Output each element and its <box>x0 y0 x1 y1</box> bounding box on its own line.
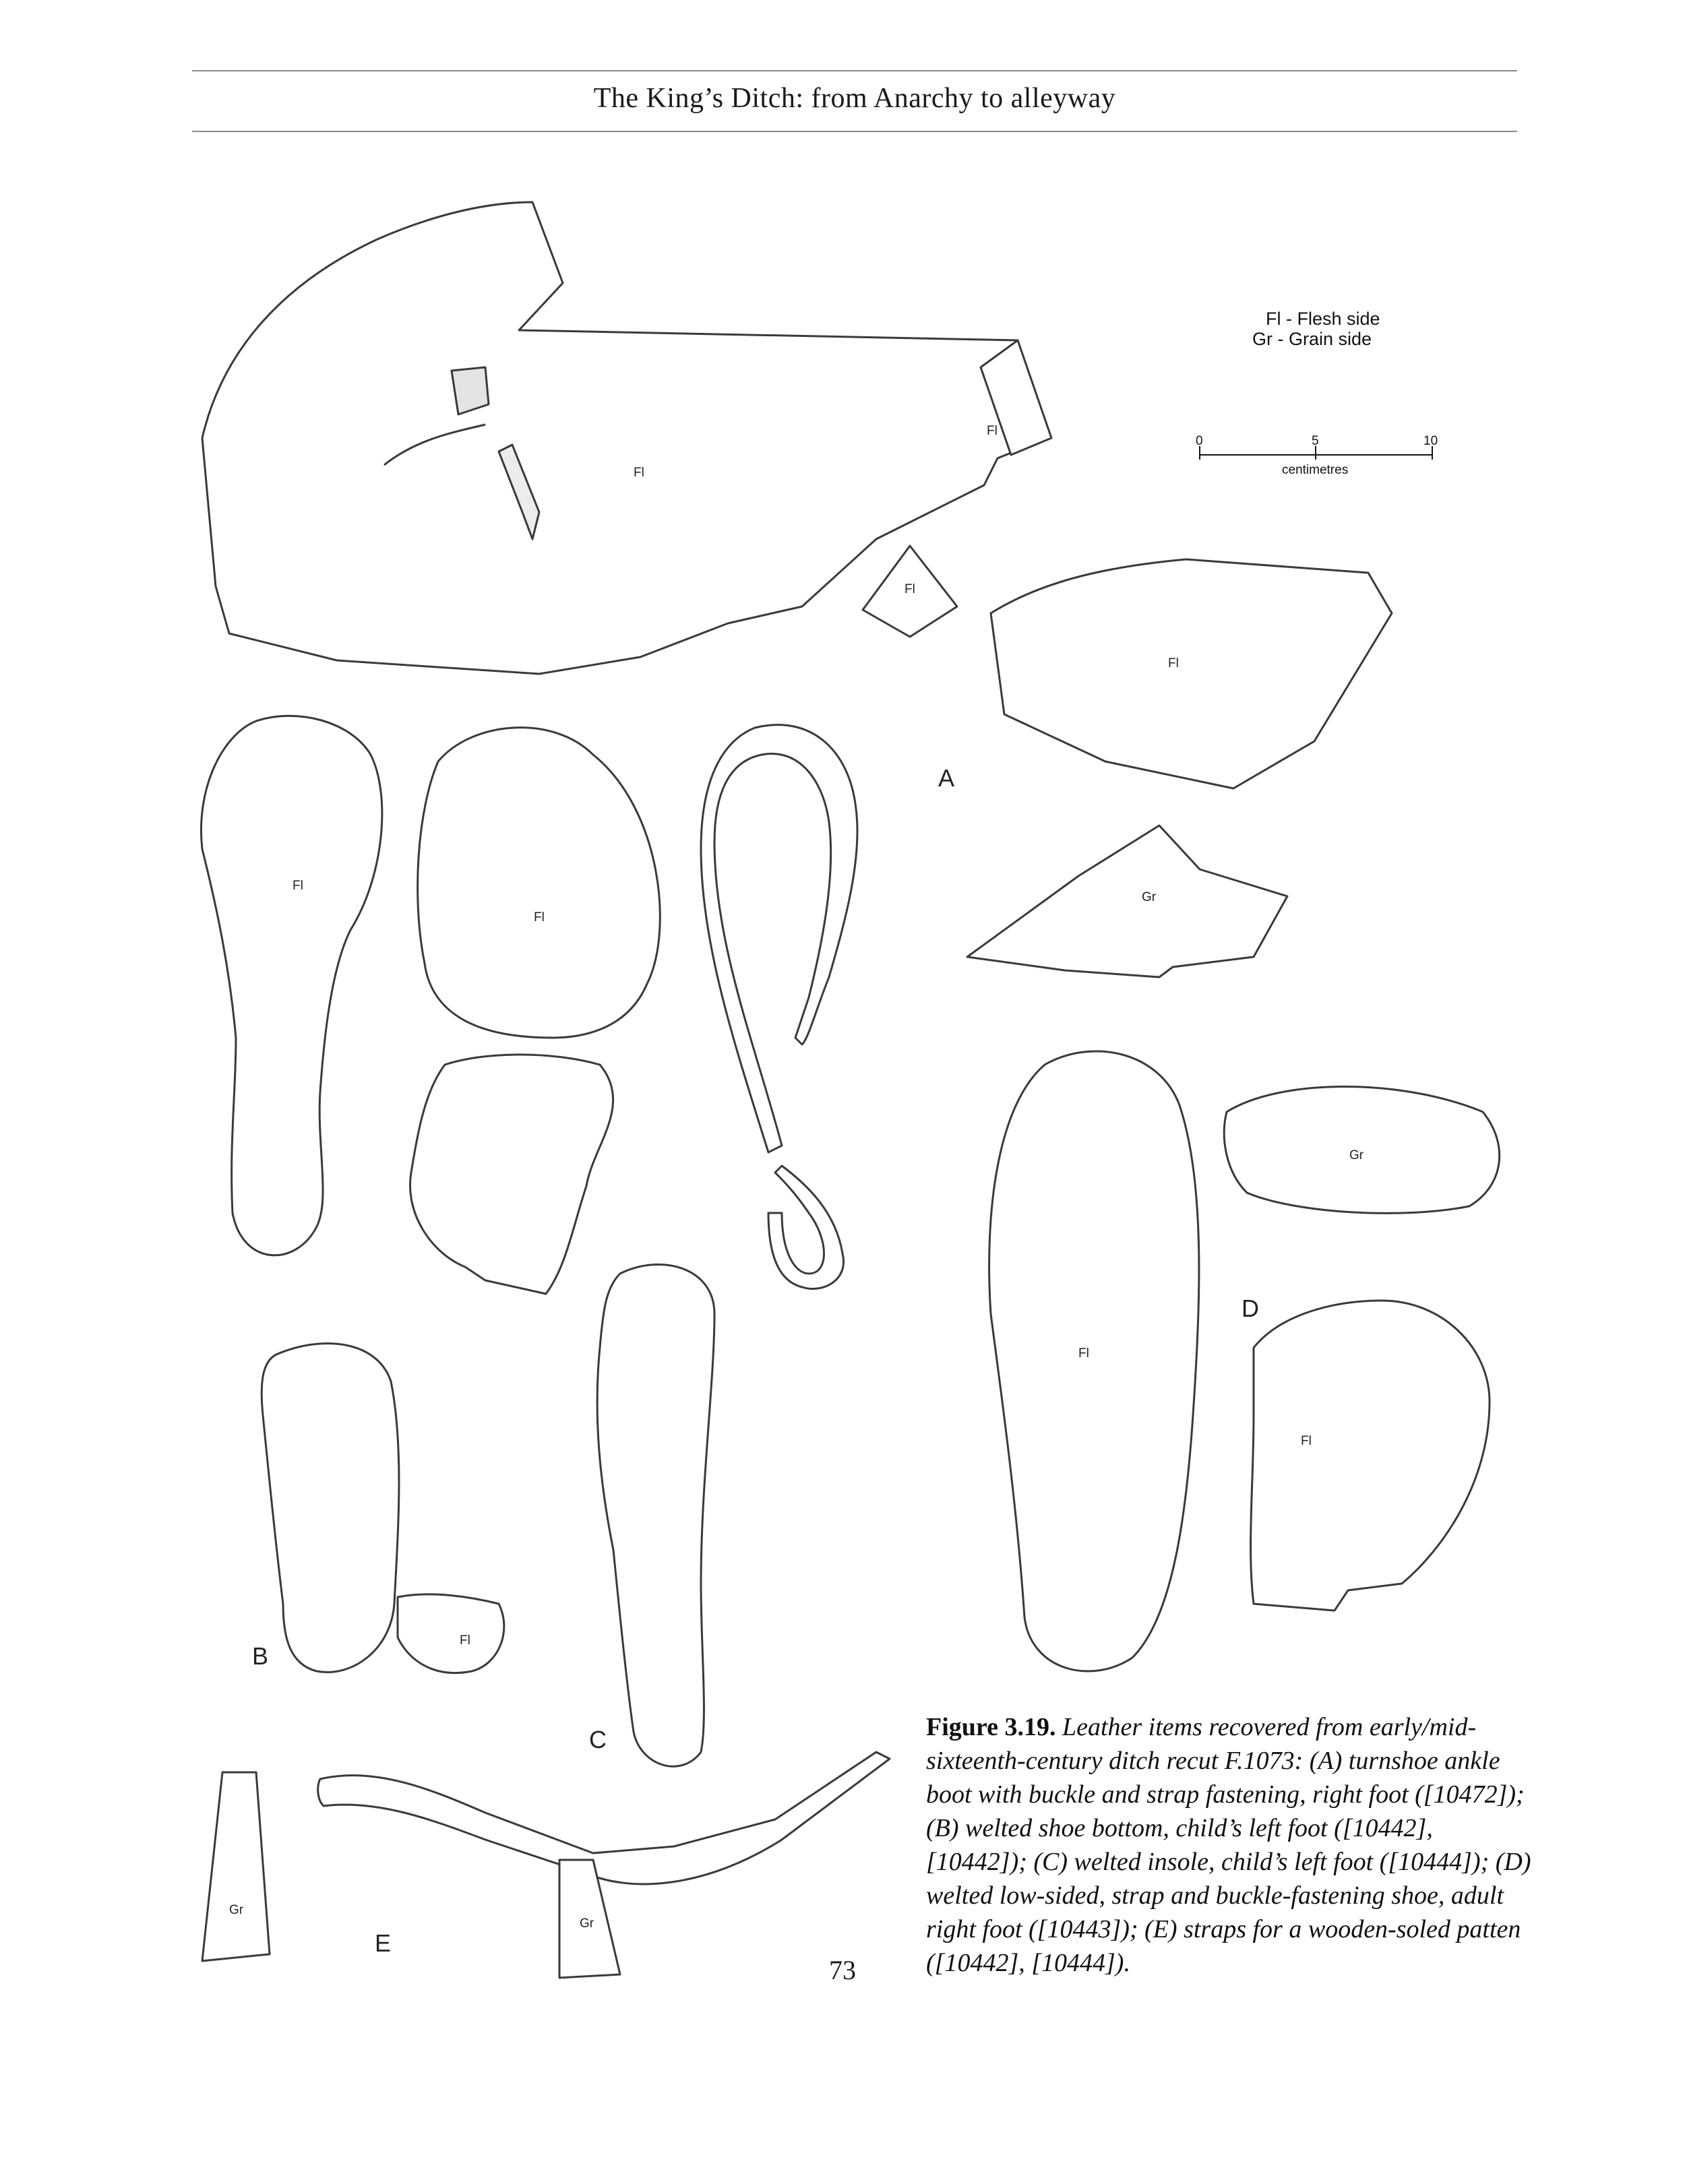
side-label-gr-a5: Gr <box>1142 890 1157 904</box>
patten-strap-e <box>318 1752 890 1884</box>
side-label-fl-a2: Fl <box>987 424 998 438</box>
side-label-fl-a3: Fl <box>905 582 915 596</box>
label-item-c: C <box>589 1726 607 1753</box>
shoe-sole-d <box>989 1051 1199 1671</box>
insole-fragment-b <box>398 1594 504 1673</box>
scale-unit: centimetres <box>1282 463 1349 477</box>
scale-tick-10: 10 <box>1423 434 1438 448</box>
scale-tick-5: 5 <box>1312 434 1319 448</box>
figure-caption-text: Leather items recovered from early/mid-sixteenth-century ditch recut F.1073: (A) turnshoe ankle boot with buckle and strap fastening, right foot ([10472]); (B) welted shoe bottom, child’s left foot ([10442], [10442]); (C) welted insole, child’s left foot ([10444]); (D) welted low-sided, strap and buckle-fastening shoe, adult right foot ([10443]); (E) straps for a wooden-soled patten ([10442], [10444]). <box>926 1713 1531 1977</box>
side-label-gr-d1: Gr <box>1349 1148 1364 1162</box>
boot-quarter-a <box>991 559 1392 788</box>
patten-tab-left-e <box>202 1772 270 1961</box>
side-label-gr-e2: Gr <box>580 1916 594 1931</box>
label-item-d: D <box>1242 1294 1259 1322</box>
figure-caption <box>926 1710 1533 1980</box>
side-label-fl-d2: Fl <box>1078 1346 1089 1361</box>
welted-insole-c <box>597 1265 714 1767</box>
shoe-upper-d <box>1251 1301 1490 1611</box>
side-label-gr-e1: Gr <box>229 1903 244 1917</box>
side-label-fl-b2: Fl <box>534 910 545 925</box>
side-label-fl-b1: Fl <box>293 879 303 893</box>
strap-hook-b <box>768 1166 844 1289</box>
label-item-e: E <box>375 1929 392 1957</box>
boot-latchet-a <box>967 825 1287 977</box>
side-label-fl-b3: Fl <box>460 1633 470 1648</box>
heel-fragment-b <box>410 1055 613 1294</box>
running-head: The King’s Ditch: from Anarchy to alleyway <box>593 83 1116 114</box>
sole-fragment-b <box>418 728 661 1038</box>
scale-bar <box>1196 434 1438 477</box>
sole-b <box>201 716 381 1255</box>
side-label-fl-a4: Fl <box>1168 656 1179 670</box>
side-label-fl-a1: Fl <box>634 466 644 480</box>
side-label-fl-d3: Fl <box>1301 1434 1312 1448</box>
key-grain: Gr - Grain side <box>1252 329 1372 349</box>
scale-tick-0: 0 <box>1196 434 1203 448</box>
label-item-b: B <box>252 1642 269 1670</box>
strap-loop-b <box>701 725 857 1152</box>
welted-sole-b <box>262 1344 399 1673</box>
key-flesh: Fl - Flesh side <box>1266 309 1380 329</box>
figure-caption-label: Figure 3.19. <box>926 1713 1056 1741</box>
page-number: 73 <box>829 1955 856 1985</box>
label-item-a: A <box>938 764 955 792</box>
